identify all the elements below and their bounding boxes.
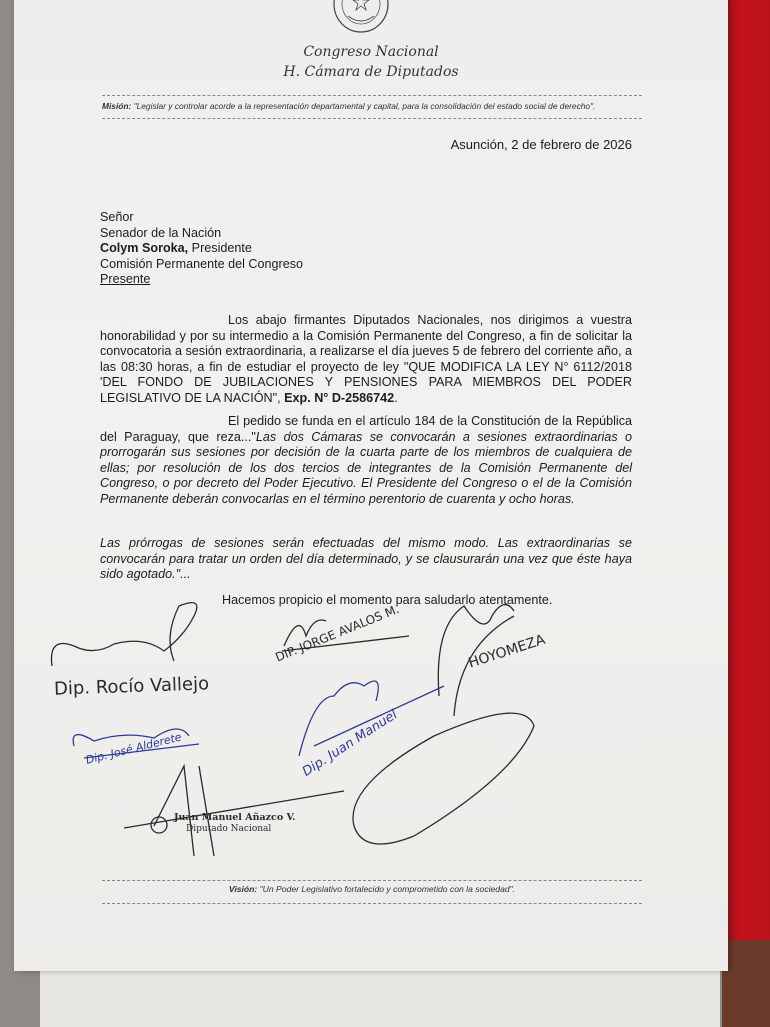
addressee-role: Presidente: [188, 241, 252, 255]
presente-label: Presente: [100, 272, 151, 286]
letter-page: [14, 0, 728, 971]
vision-label: Visión:: [228, 884, 258, 894]
request-text: Los abajo firmantes Diputados Nacionales, nos dirigimos a vuestra honorabilidad y por su intermedio a la Comisión Permanente del Congreso, a fin de solicitar la convocatoria a sesión extraordinaria, a realizarse el día jueves 5 de febrero del corriente año, a las 08:30 horas, a fin de estudiar el proyecto de ley "QUE MODIFICA LA LEY N° 6112/2018 'DEL FONDO DE JUBILACIONES Y PENSIONES PARA MIEMBROS DEL PODER LEGISLATIVO DE LA NACIÓN",: [100, 313, 632, 405]
folder-edge: [722, 940, 770, 1027]
divider: [102, 903, 642, 904]
vision-text: "Un Poder Legislativo fortalecido y comprometido con la sociedad".: [259, 884, 516, 894]
signature-name: HOYOMEZA: [466, 631, 548, 672]
constitution-quote: Las dos Cámaras se convocarán a sesiones extraordinarias o prorrogarán sus sesiones por decisión de la cuarta parte de los miembros de cualquiera de ellas; por resolución de los dos tercios de integrantes de la Comisión Permanente del Congreso, o por decreto del Poder Ejecutivo. El Presidente del Congreso o el de la Comisión Permanente deberán convocarlas en el término perentorio de cuarenta y ocho horas.: [100, 429, 632, 506]
stamp-title: Diputado Nacional: [186, 824, 272, 834]
chamber-name: H. Cámara de Diputados: [283, 64, 459, 80]
signature-name: DIP. JORGE AVALOS M.: [273, 601, 402, 665]
punctuation: .: [394, 390, 398, 405]
stamp-name: Juan Manuel Añazco V.: [174, 812, 296, 823]
salutation: Señor: [100, 210, 134, 224]
addressee-body: Comisión Permanente del Congreso: [100, 256, 304, 271]
addressee-title: Senador de la Nación: [100, 225, 222, 240]
expediente-number: Exp. N° D-2586742: [284, 390, 395, 405]
red-folder-background: [722, 0, 770, 1027]
mission-label: Misión:: [102, 101, 132, 111]
vision-statement: [102, 884, 642, 894]
constitution-intro: El pedido se funda en el artículo 184 de la Constitución de la República del Paraguay, que reza...": [100, 414, 632, 444]
signature-name: Dip. Juan Manuel: [299, 707, 401, 780]
signature-name: Dip. Rocío Vallejo: [53, 673, 210, 700]
divider: [102, 880, 642, 881]
institution-name: Congreso Nacional: [303, 44, 439, 60]
closing-line: Hacemos propicio el momento para saludarlo atentamente.: [222, 593, 553, 607]
extensions-quote: Las prórrogas de sesiones serán efectuadas del mismo modo. Las extraordinarias se convocarán para tratar un orden del día determinado, y se clausurarán una vez que éste haya sido agotado."...: [100, 536, 632, 582]
mission-text: "Legislar y controlar acorde a la representación departamental y capital, para la consolidación del estado social de derecho".: [133, 101, 596, 111]
signature-name: Dip. José Alderete: [84, 730, 183, 767]
letter-date: Asunción, 2 de febrero de 2026: [450, 137, 632, 152]
addressee-name: Colym Soroka,: [100, 241, 189, 255]
